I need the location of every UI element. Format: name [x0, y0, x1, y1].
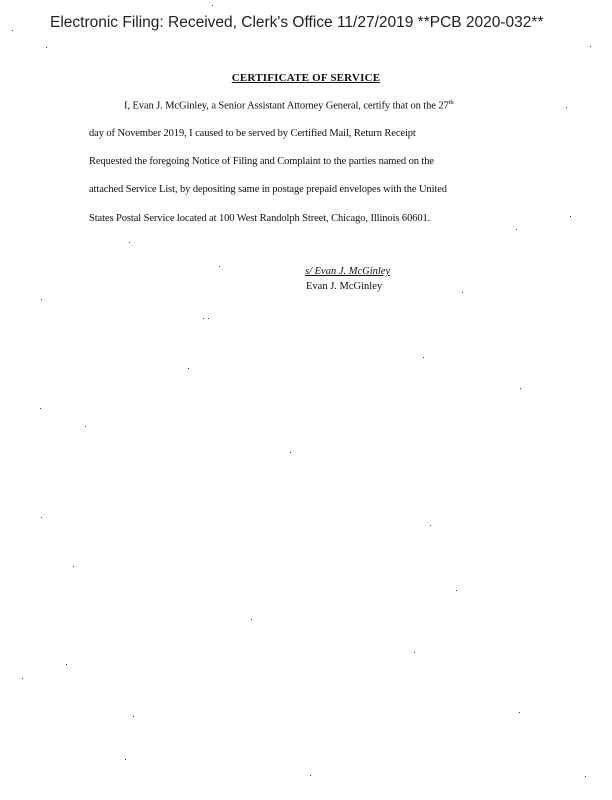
ordinal-suffix: th — [448, 99, 454, 106]
body-line-5: States Postal Service located at 100 West Randolph Street, Chicago, Illinois 60601. — [89, 213, 431, 224]
signer-name: Evan J. McGinley — [306, 281, 383, 292]
body-line-1-text: I, Evan J. McGinley, a Senior Assistant Attorney General, certify that on the 27 — [124, 100, 449, 112]
body-line-1 — [124, 99, 453, 112]
document-title: CERTIFICATE OF SERVICE — [231, 72, 381, 84]
body-line-2: day of November 2019, I caused to be served by Certified Mail, Return Receipt — [89, 128, 416, 139]
body-line-3: Requested the foregoing Notice of Filing and Complaint to the parties named on the — [89, 156, 434, 167]
filing-stamp: Electronic Filing: Received, Clerk's Office 11/27/2019 **PCB 2020-032** — [50, 14, 544, 31]
electronic-signature: s/ Evan J. McGinley — [305, 266, 391, 277]
body-line-4: attached Service List, by depositing same in postage prepaid envelopes with the United — [89, 184, 447, 195]
